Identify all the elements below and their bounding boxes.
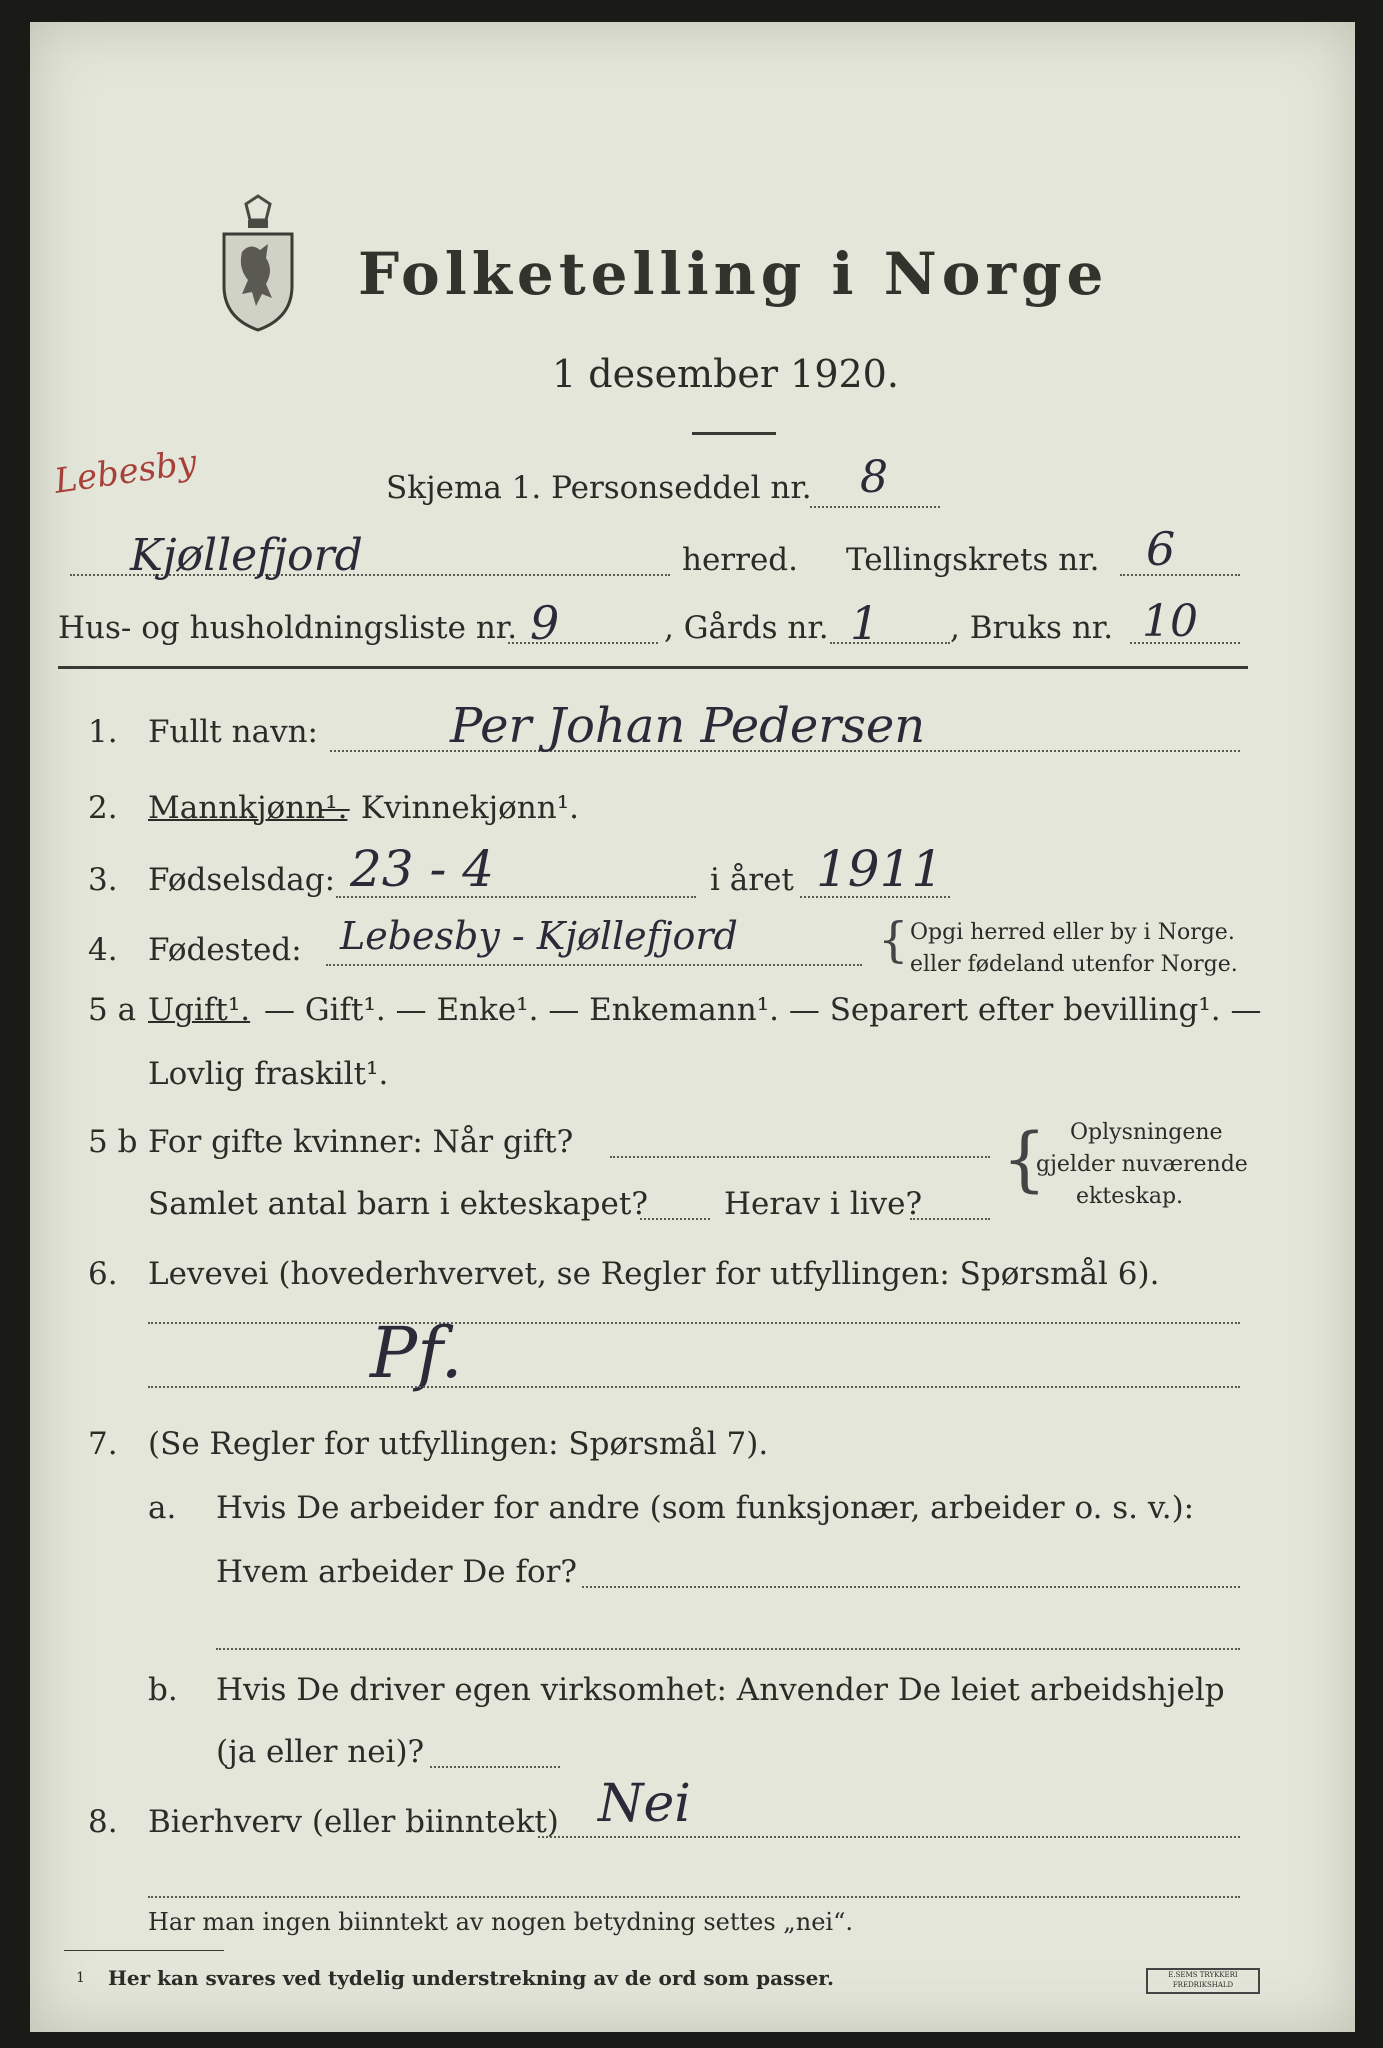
bruks-label: , Bruks nr. (950, 610, 1114, 646)
q7a-line2 (216, 1648, 1240, 1650)
q5a-ugift: Ugift¹. (148, 992, 251, 1028)
gards-value: 1 (850, 596, 880, 650)
q5a-options: — Gift¹. — Enke¹. — Enkemann¹. — Separert efter bevilling¹. — (264, 992, 1262, 1028)
q5a-number: 5 a (88, 992, 137, 1028)
q7-number: 7. (88, 1426, 118, 1462)
q2-male: Mannkjønn¹. (148, 790, 348, 826)
q3-label: Fødselsdag: (148, 862, 336, 898)
footnote-text: Her kan svares ved tydelig understrekning av de ord som passer. (108, 1966, 834, 1990)
q3-year-value: 1911 (816, 840, 944, 898)
schema-line (810, 506, 940, 508)
coat-of-arms-icon (216, 194, 300, 334)
q5b-line3 (910, 1218, 990, 1220)
bruks-value: 10 (1142, 596, 1198, 647)
q4-number: 4. (88, 932, 118, 968)
q5b-number: 5 b (88, 1124, 138, 1160)
q1-label: Fullt navn: (148, 714, 318, 750)
q5b-label3: Herav i live? (724, 1186, 923, 1222)
q5a-line2: Lovlig fraskilt¹. (148, 1056, 389, 1092)
hus-value: 9 (530, 596, 560, 650)
q5b-brace: { (1002, 1118, 1047, 1200)
q7b-letter: b. (148, 1672, 178, 1708)
q7-label: (Se Regler for utfyllingen: Spørsmål 7). (148, 1426, 769, 1462)
q8-value: Nei (598, 1774, 691, 1834)
q5b-label1: For gifte kvinner: Når gift? (148, 1124, 574, 1160)
title-divider (692, 432, 776, 435)
q7b-line (430, 1766, 560, 1768)
q6-value: Pf. (370, 1312, 463, 1394)
q8-number: 8. (88, 1804, 118, 1840)
q5b-line1 (610, 1156, 990, 1158)
q7a-letter: a. (148, 1490, 177, 1526)
q7a-text: Hvis De arbeider for andre (som funksjonær, arbeider o. s. v.): (216, 1490, 1195, 1526)
herred-value: Kjøllefjord (130, 530, 363, 581)
q8-label: Bierhverv (eller biinntekt) (148, 1804, 559, 1840)
footnote-divider (64, 1950, 224, 1951)
q1-number: 1. (88, 714, 118, 750)
margin-note: Lebesby (51, 442, 200, 502)
census-form (30, 22, 1355, 2032)
header-divider (58, 666, 1248, 669)
q4-line (326, 964, 862, 966)
q6-line1 (148, 1322, 1240, 1324)
q4-value: Lebesby - Kjøllefjord (340, 914, 738, 958)
tellingskrets-line (1120, 574, 1240, 576)
q5b-note3: ekteskap. (1076, 1184, 1184, 1209)
tellingskrets-value: 6 (1146, 522, 1176, 576)
schema-value: 8 (860, 452, 888, 503)
q6-number: 6. (88, 1256, 118, 1292)
schema-label: Skjema 1. Personseddel nr. (386, 470, 812, 506)
q3-year-label: i året (710, 862, 794, 898)
q4-label: Fødested: (148, 932, 302, 968)
herred-label: herred. (682, 542, 798, 578)
tellingskrets-label: Tellingskrets nr. (846, 542, 1100, 578)
printer-stamp: E.SEMS TRYKKERI FREDRIKSHALD (1146, 1968, 1260, 1994)
q8-line2 (148, 1896, 1240, 1898)
footnote-number: 1 (76, 1970, 85, 1986)
q6-label: Levevei (hovederhvervet, se Regler for utfyllingen: Spørsmål 6). (148, 1256, 1160, 1292)
gards-label: , Gårds nr. (664, 610, 829, 646)
q8-line1 (538, 1836, 1240, 1838)
q2-number: 2. (88, 790, 118, 826)
q5b-line2 (640, 1218, 710, 1220)
q7b-text2: (ja eller nei)? (216, 1734, 425, 1770)
q4-note2: eller fødeland utenfor Norge. (910, 952, 1238, 977)
q3-value: 23 - 4 (350, 840, 495, 898)
q5b-label2: Samlet antal barn i ekteskapet? (148, 1186, 648, 1222)
form-title: Folketelling i Norge (358, 240, 1109, 308)
footer-note: Har man ingen biinntekt av nogen betydning settes „nei“. (148, 1908, 853, 1936)
q4-brace: { (878, 912, 909, 968)
q7b-text: Hvis De driver egen virksomhet: Anvender De leiet arbeidshjelp (216, 1672, 1225, 1708)
q3-number: 3. (88, 862, 118, 898)
q7a-line1 (582, 1586, 1240, 1588)
form-date: 1 desember 1920. (552, 352, 899, 396)
hus-label: Hus- og husholdningsliste nr. (58, 610, 518, 646)
q6-line2 (148, 1386, 1240, 1388)
q5b-note2: gjelder nuværende (1036, 1152, 1248, 1177)
q2-female: — Kvinnekjønn¹. (320, 790, 579, 826)
q4-note1: Opgi herred eller by i Norge. (910, 920, 1235, 945)
gards-line (830, 642, 950, 644)
q1-value: Per Johan Pedersen (450, 698, 926, 754)
q5b-note1: Oplysningene (1070, 1120, 1223, 1145)
q7a-text2: Hvem arbeider De for? (216, 1554, 578, 1590)
